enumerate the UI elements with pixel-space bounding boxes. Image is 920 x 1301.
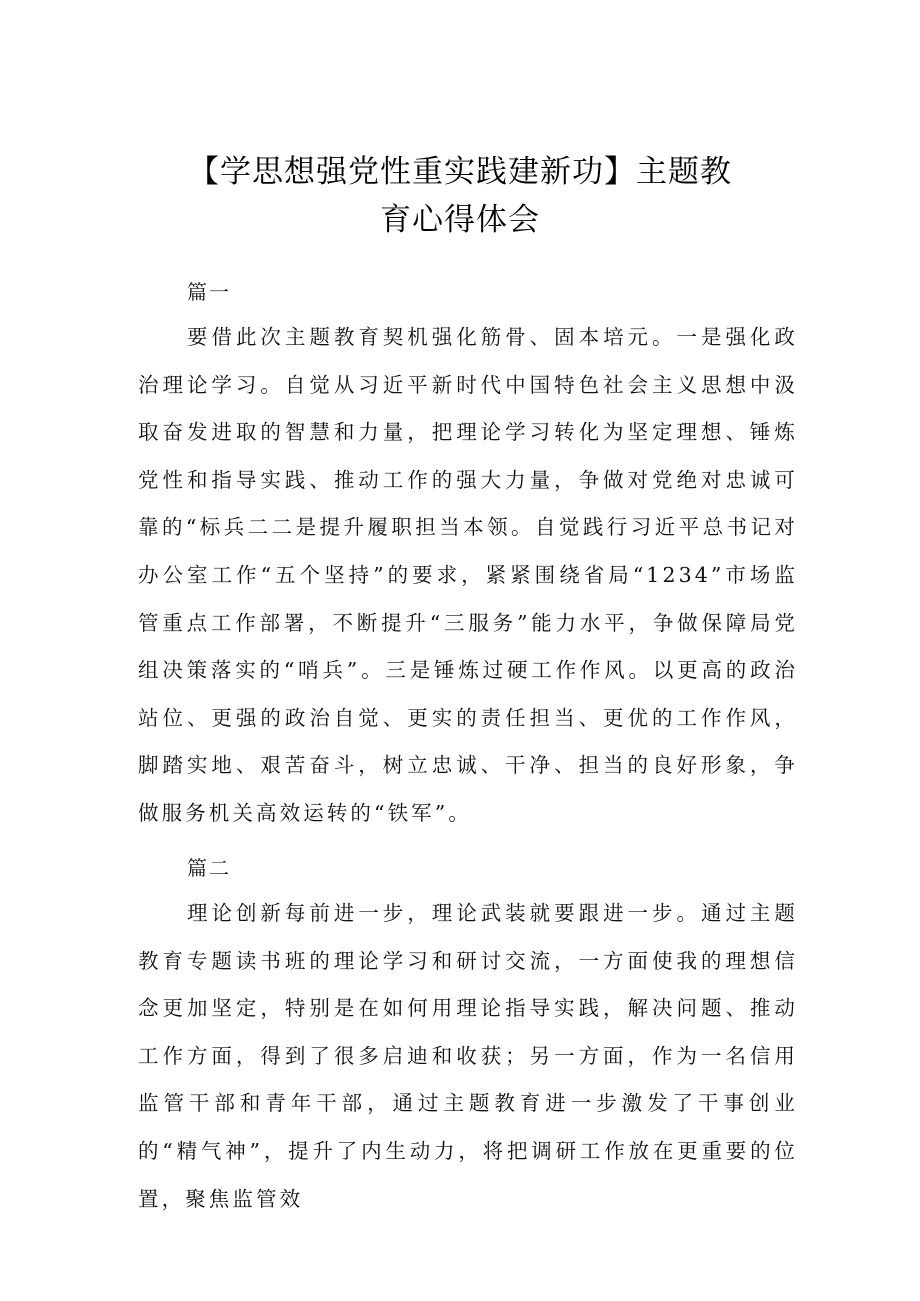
document-title-line-2: 育心得体会 bbox=[380, 202, 540, 238]
section-paragraph-1: 要借此次主题教育契机强化筋骨、固本培元。一是强化政治理论学习。自觉从习近平新时代中国特色社会主义思想中汲取奋发进取的智慧和力量，把理论学习转化为坚定理想、锤炼党性和指导实践、推动工作的强大力量，争做对党绝对忠诚可靠的“标兵二二是提升履职担当本领。自觉践行习近平总书记对办公室工作“五个坚持”的要求，紧紧围绕省局“1234”市场监管重点工作部署，不断提升“三服务”能力水平，争做保障局党组决策落实的“哨兵”。三是锤炼过硬工作作风。以更高的政治站位、更强的政治自觉、更实的责任担当、更优的工作作风，脚踏实地、艰苦奋斗，树立忠诚、干净、担当的良好形象，争做服务机关高效运转的“铁军”。 bbox=[138, 325, 798, 825]
section-label-2: 篇二 bbox=[187, 856, 231, 880]
section-label-1: 篇一 bbox=[187, 280, 231, 304]
document-title-line-1: 【学思想强党性重实践建新功】主题教 bbox=[188, 154, 732, 190]
section-paragraph-2: 理论创新每前进一步，理论武装就要跟进一步。通过主题教育专题读书班的理论学习和研讨交流，一方面使我的理想信念更加坚定，特别是在如何用理论指导实践，解决问题、推动工作方面，得到了很多启迪和收获；另一方面，作为一名信用监管干部和青年干部，通过主题教育进一步激发了干事创业的“精气神”，提升了内生动力，将把调研工作放在更重要的位置，聚焦监管效 bbox=[138, 901, 798, 1211]
